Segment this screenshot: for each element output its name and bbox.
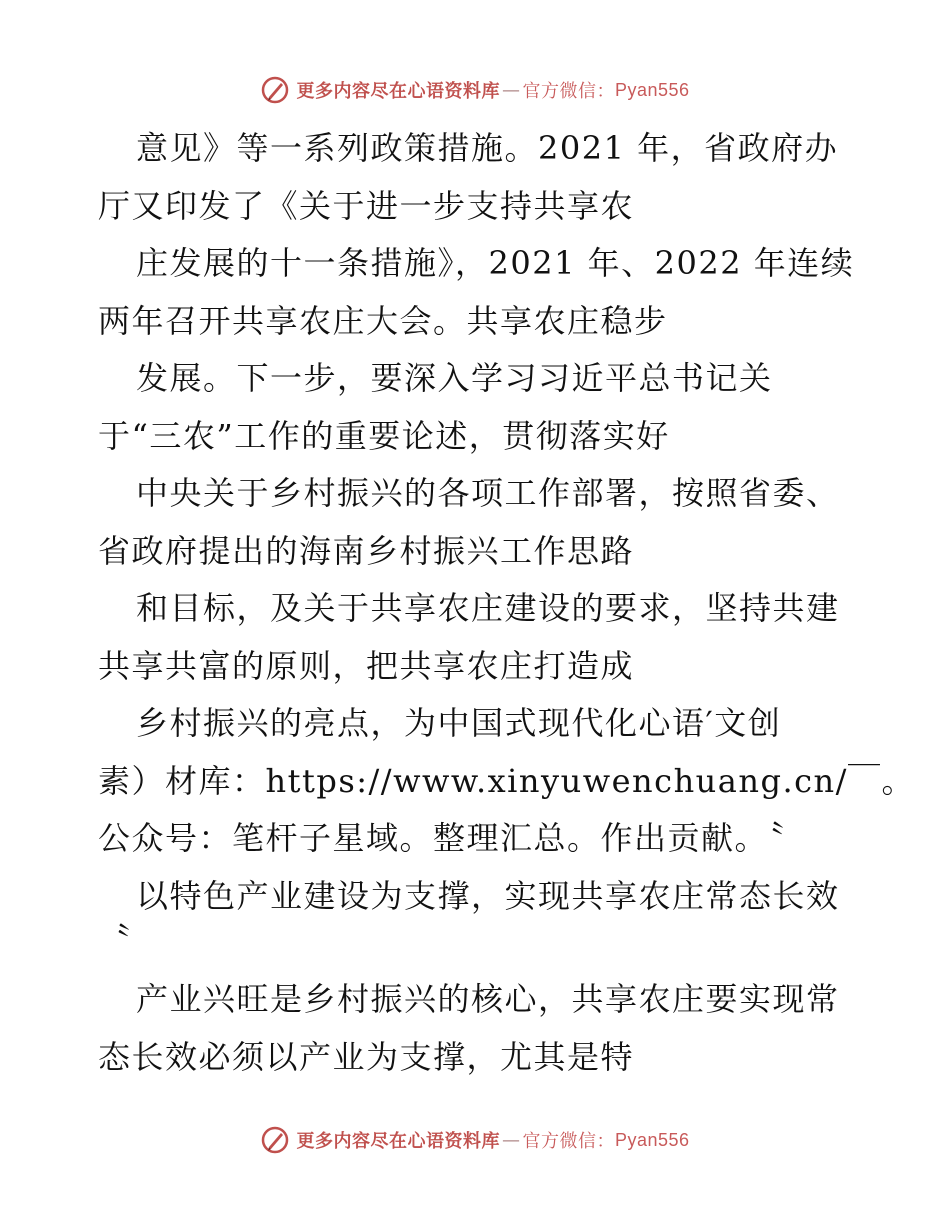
text-line: 产业兴旺是乡村振兴的核心，共享农庄要实现常 — [136, 980, 840, 1018]
text-line: 庄发展的十一条措施》，2021 年、2022 年连续 — [136, 244, 855, 282]
banner-label: 更多内容尽在心语资料库 — [296, 81, 500, 102]
text-line: 〝 — [98, 921, 132, 959]
text-line: 乡村振兴的亮点，为中国式现代化心语′文创 — [136, 704, 782, 742]
text-line: 和目标，及关于共享农庄建设的要求，坚持共建 — [136, 589, 840, 627]
pen-logo-icon — [260, 75, 290, 105]
text-line: 中央关于乡村振兴的各项工作部署，按照省委、 — [136, 474, 840, 512]
text-line: 共享共富的原则，把共享农庄打造成 — [98, 646, 635, 685]
text-line: 省政府提出的海南乡村振兴工作思路 — [98, 531, 635, 570]
banner-wechat-label: 官方微信： — [522, 1131, 615, 1152]
document-body — [98, 120, 915, 1086]
text-line: 意见》等一系列政策措施。2021 年，省政府办 — [136, 129, 839, 167]
text-line: 发展。下一步，要深入学习习近平总书记关 — [136, 359, 773, 397]
banner-wechat-handle: Pyan556 — [614, 1129, 690, 1150]
banner-dash: — — [501, 79, 521, 101]
banner-wechat-handle: Pyan556 — [614, 79, 690, 100]
header-watermark-banner — [0, 70, 950, 110]
text-line: 以特色产业建设为支撑，实现共享农庄常态长效 — [136, 876, 840, 915]
text-line: 厅又印发了《关于进一步支持共享农 — [98, 186, 635, 225]
banner-dash: — — [501, 1129, 521, 1151]
footer-watermark-banner — [0, 1120, 950, 1160]
text-line: 两年召开共享农庄大会。共享农庄稳步 — [98, 301, 668, 340]
banner-label: 更多内容尽在心语资料库 — [296, 1131, 500, 1152]
text-line: 态长效必须以产业为支撑，尤其是特 — [98, 1037, 635, 1076]
pen-logo-icon — [260, 1125, 290, 1155]
banner-wechat-label: 官方微信： — [522, 81, 615, 102]
text-line: 素）材库：https://www.xinyuwenchuang.cn/￣。 — [98, 761, 915, 800]
text-line: 于“三农”工作的重要论述，贯彻落实好 — [98, 416, 670, 455]
text-line: 公众号：笔杆子星域。整理汇总。作出贡献。〝 — [98, 819, 786, 857]
